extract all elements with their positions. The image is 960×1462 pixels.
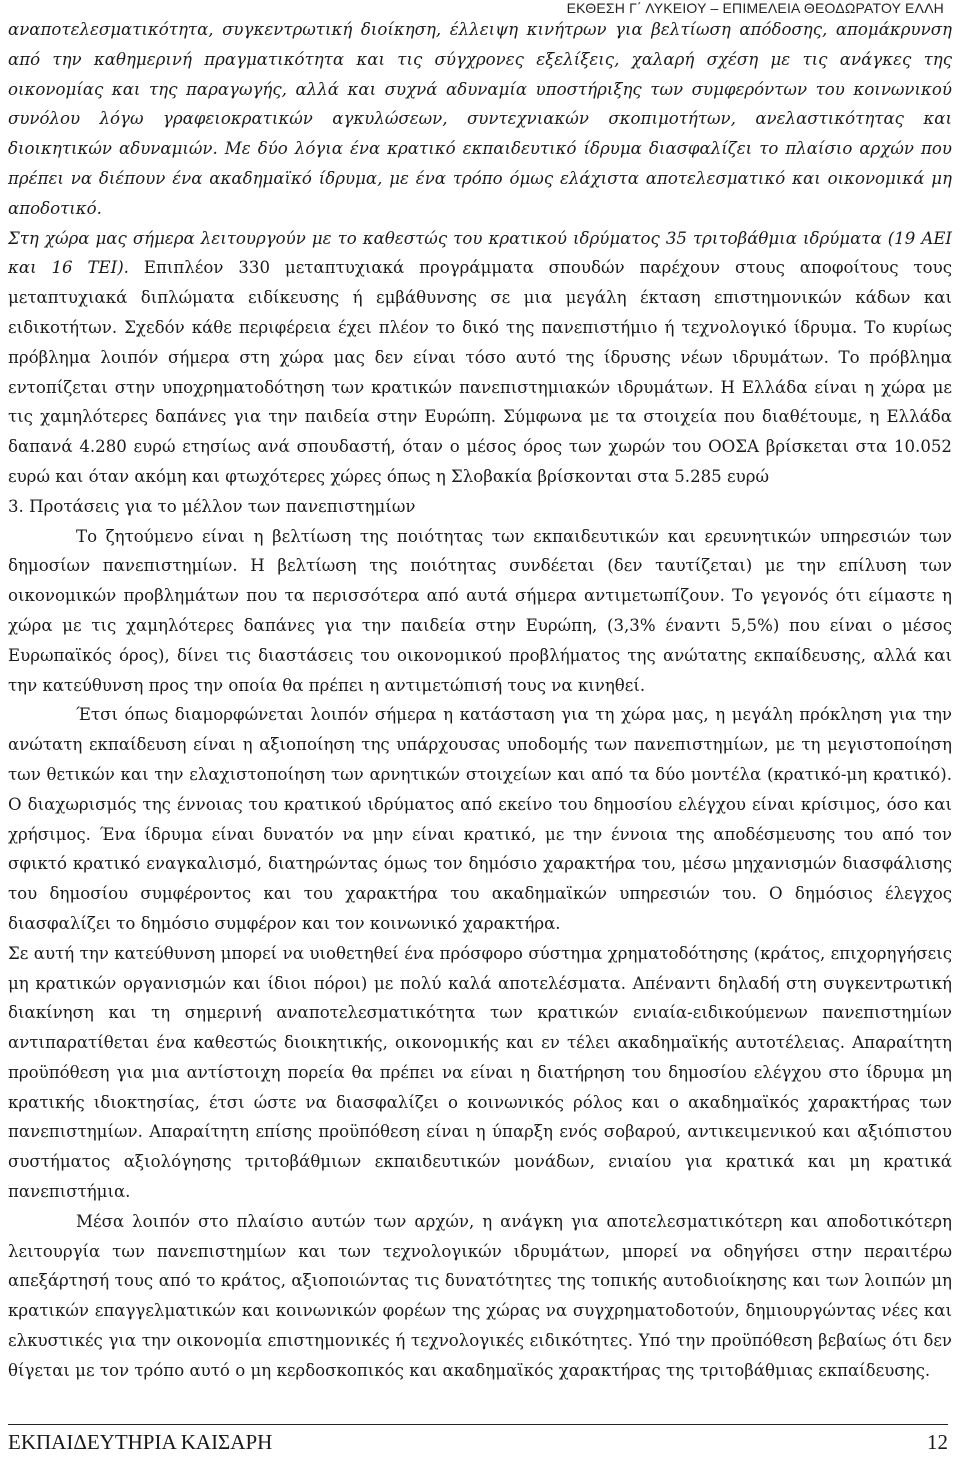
- page-number: 12: [927, 1430, 948, 1454]
- page-footer: [8, 1424, 948, 1454]
- paragraph-autonomy: Μέσα λοιπόν στο πλαίσιο αυτών των αρχών, η ανάγκη για αποτελεσματικότερη και αποδοτικότερη λειτουργία των πανεπιστημίων και των τεχνολογικών ιδρυμάτων, μπορεί να οδηγήσει στην περαιτέρω απεξάρτησή τους από το κράτος, αξιοποιώντας τις δυνατότητες της τοπικής αυτοδιοίκησης και των λοιπών μη κρατικών επαγγελματικών και κοινωνικών φορέων της χώρας να συγχρηματοδοτούν, δημιουργώντας νέες και ελκυστικές για την οικονομία επιστημονικές ή τεχνολογικές ειδικότητες. Υπό την προϋπόθεση βεβαίως ότι δεν θίγεται με τον τρόπο αυτό ο μη κερδοσκοπικός και ακαδημαϊκός χαρακτήρας της τριτοβάθμιας εκπαίδευσης.: [8, 1211, 952, 1380]
- paragraph-quality: Το ζητούμενο είναι η βελτίωση της ποιότητας των εκπαιδευτικών και ερευνητικών υπηρεσιών των δημοσίων πανεπιστημίων. Η βελτίωση της ποιότητας συνδέεται (δεν ταυτίζεται) με την επίλυση των οικονομικών προβλημάτων που τα περισσότερα από αυτά σήμερα αντιμετωπίζουν. Το γεγονός ότι είμαστε η χώρα με τις χαμηλότερες δαπάνες για την παιδεία στην Ευρώπη, (3,3% έναντι 5,5%) που είναι ο μέσος Ευρωπαϊκός όρος), δίνει τις διαστάσεις του οικονομικού προβλήματος της ανώτατης εκπαίδευσης, αλλά και την κατεύθυνση προς την οποία θα πρέπει η αντιμετώπισή τους να κινηθεί.: [8, 526, 952, 695]
- paragraph-weaknesses: αναποτελεσματικότητα, συγκεντρωτική διοίκηση, έλλειψη κινήτρων για βελτίωση απόδοσης, απομάκρυνση από την καθημερινή πραγματικότητα και τις σύγχρονες εξελίξεις, χαλαρή σχέση με τις ανάγκες της οικονομίας και της παραγωγής, αλλά και συχνά αδυναμία υποστήριξης των συμφερόντων του κοινωνικού συνόλου λόγω γραφειοκρατικών αγκυλώσεων, συντεχνιακών σκοπιμοτήτων, ανελαστικότητας και διοικητικών αδυναμιών. Με δύο λόγια ένα κρατικό εκπαιδευτικό ίδρυμα διασφαλίζει το πλαίσιο αρχών που πρέπει να διέπουν ένα ακαδημαϊκό ίδρυμα, με ένα τρόπο όμως ελάχιστα αποτελεσματικό και οικονομικά μη αποδοτικό.: [8, 20, 952, 218]
- paragraph-challenge: Έτσι όπως διαμορφώνεται λοιπόν σήμερα η κατάσταση για τη χώρα μας, η μεγάλη πρόκληση για την ανώτατη εκπαίδευση είναι η αξιοποίηση της υπάρχουσας υποδομής των πανεπιστημίων, με τη μεγιστοποίηση των θετικών και την ελαχιστοποίηση των αρνητικών στοιχείων και από τα δύο μοντέλα (κρατικό-μη κρατικό). Ο διαχωρισμός της έννοιας του κρατικού ιδρύματος από εκείνο του δημοσίου ελέγχου είναι κρίσιμος, όσο και χρήσιμος. Ένα ίδρυμα είναι δυνατόν να μην είναι κρατικό, με την έννοια της αποδέσμευσης του από τον σφικτό κρατικό εναγκαλισμό, διατηρώντας όμως τον δημόσιο χαρακτήρα του, μέσω μηχανισμών διασφάλισης του δημοσίου συμφέροντος και του χαρακτήρα του ακαδημαϊκών υπηρεσιών του. Ο δημόσιος έλεγχος διασφαλίζει το δημόσιο συμφέρον και τον κοινωνικό χαρακτήρα.: [8, 705, 952, 933]
- paragraph-current-state-text: Επιπλέον 330 μεταπτυχιακά προγράμματα σπουδών παρέχουν στους αποφοίτους τους μεταπτυχιακά διπλώματα ειδίκευσης ή εμβάθυνσης σε μια μεγάλη έκταση επιστημονικών κάδων και ειδικοτήτων. Σχεδόν κάθε περιφέρεια έχει πλέον το δικό της πανεπιστήμιο ή τεχνολογικό ίδρυμα. Το κυρίως πρόβλημα λοιπόν σήμερα στη χώρα μας δεν είναι τόσο αυτό της ίδρυσης νέων ιδρυμάτων. Το πρόβλημα εντοπίζεται στην υποχρηματοδότηση των κρατικών πανεπιστημιακών ιδρυμάτων. Η Ελλάδα είναι η χώρα με τις χαμηλότερες δαπάνες για την παιδεία στην Ευρώπη. Σύμφωνα με τα στοιχεία που διαθέτουμε, η Ελλάδα δαπανά 4.280 ευρώ ετησίως ανά σπουδαστή, όταν ο μέσος όρος των χωρών του ΟΟΣΑ βρίσκεται στα 10.052 ευρώ και όταν ακόμη και φτωχότερες χώρες όπως η Σλοβακία βρίσκονται στα 5.285 ευρώ: [8, 258, 952, 486]
- paragraph-current-state-italic: Στη χώρα μας σήμερα λειτουργούν με το καθεστώς του κρατικού ιδρύματος 35 τριτοβάθμια ιδρύματα (19 ΑΕΙ και 16 ΤΕΙ).: [8, 228, 952, 278]
- footer-school-name: ΕΚΠΑΙΔΕΥΤΗΡΙΑ ΚΑΙΣΑΡΗ: [8, 1430, 273, 1454]
- document-body: [8, 15, 952, 1386]
- section-heading: 3. Προτάσεις για το μέλλον των πανεπιστημίων: [8, 496, 416, 516]
- paragraph-funding: Σε αυτή την κατεύθυνση μπορεί να υιοθετηθεί ένα πρόσφορο σύστημα χρηματοδότησης (κράτος, επιχορηγήσεις μη κρατικών οργανισμών και ίδιοι πόροι) με πολύ καλά αποτελέσματα. Απέναντι δηλαδή στη συγκεντρωτική διακίνηση και τη σημερινή αναποτελεσματικότητα των κρατικών ενιαία-ειδικούμενων πανεπιστημίων αντιπαρατίθεται ένα καθεστώς διοικητικής, οικονομικής και εν τέλει ακαδημαϊκής αυτοτέλειας. Απαραίτητη προϋπόθεση για μια αντίστοιχη πορεία θα πρέπει να είναι η διατήρηση του δημοσίου ελέγχου στο ίδρυμα μη κρατικής ιδιοκτησίας, έτσι ώστε να διασφαλίζει ο κοινωνικός ρόλος και ο ακαδημαϊκός χαρακτήρας των πανεπιστημίων. Απαραίτητη επίσης προϋπόθεση είναι η ύπαρξη ενός σοβαρού, αντικειμενικού και αξιόπιστου συστήματος αξιολόγησης τριτοβάθμιων εκπαιδευτικών μονάδων, ενιαίου για κρατικά και μη κρατικά πανεπιστήμια.: [8, 943, 952, 1202]
- footer-divider: [8, 1424, 948, 1425]
- paragraph-current-state: [8, 224, 952, 492]
- running-header: ΕΚΘΕΣΗ Γ΄ ΛΥΚΕΙΟΥ – ΕΠΙΜΕΛΕΙΑ ΘΕΟΔΩΡΑΤΟΥ ΕΛΛΗ: [566, 0, 944, 16]
